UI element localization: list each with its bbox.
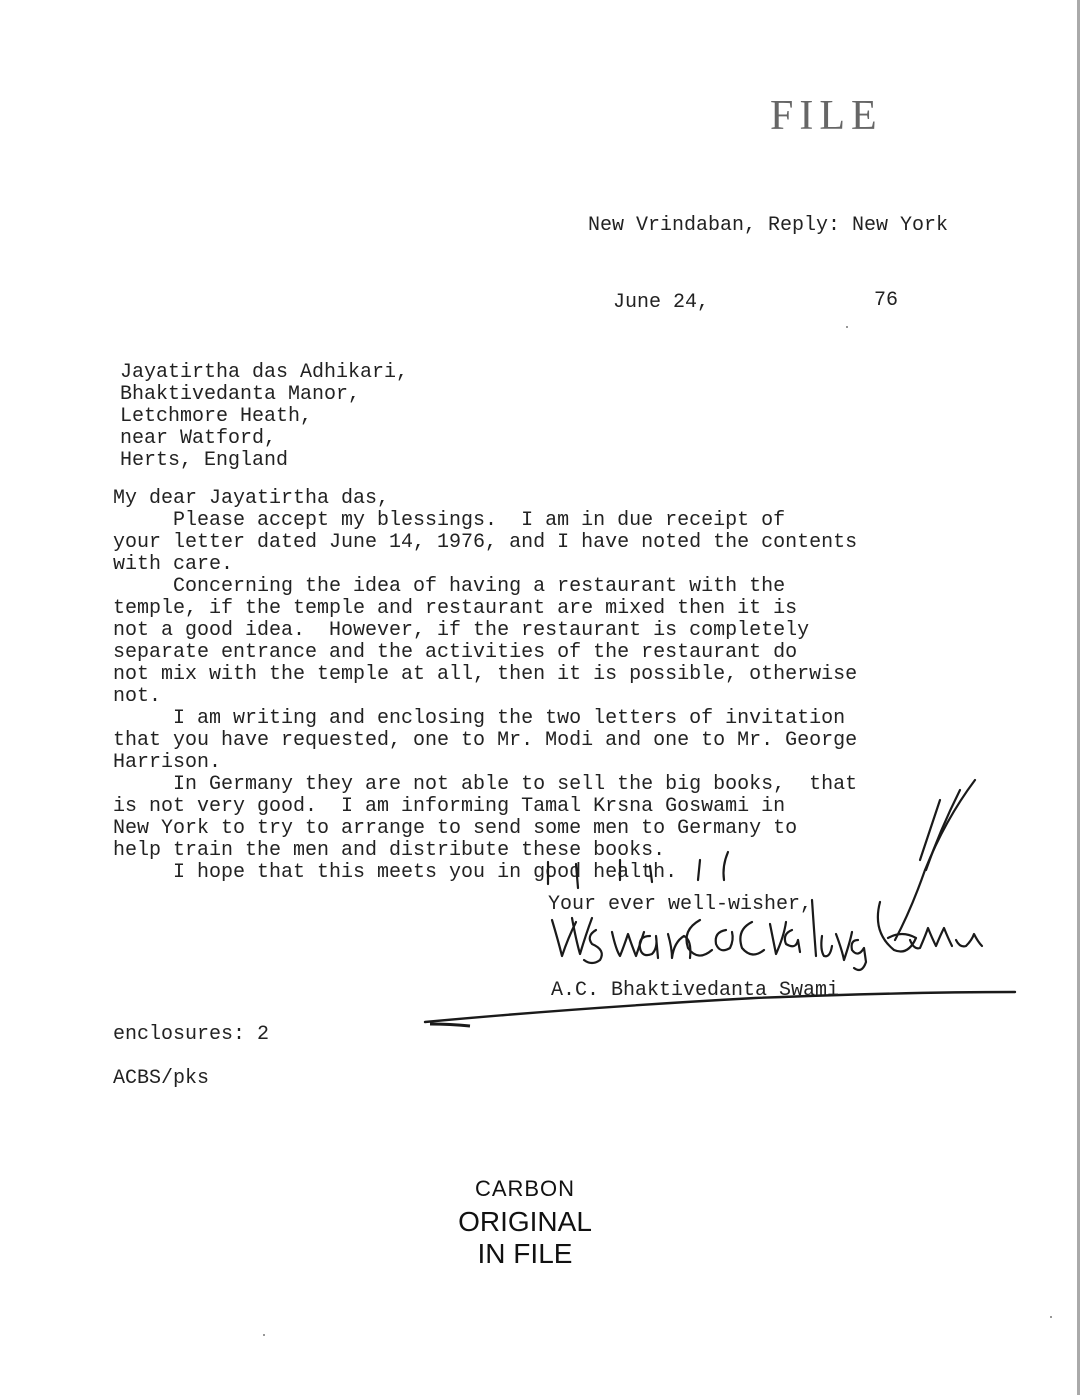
body-line: with care.	[113, 553, 234, 576]
scan-speck	[1050, 1316, 1052, 1318]
body-line: I am writing and enclosing the two letters of invitation	[113, 707, 846, 730]
body-line: not mix with the temple at all, then it is possible, otherwise	[113, 663, 858, 686]
body-line: that you have requested, one to Mr. Modi and one to Mr. George	[113, 729, 858, 752]
recipient-line4: Herts, England	[120, 449, 289, 472]
carbon-stamp-line1: CARBON	[474, 1176, 576, 1201]
carbon-stamp-line3: IN FILE	[477, 1238, 573, 1269]
letter-location: New Vrindaban, Reply: New York	[588, 214, 949, 237]
body-line: separate entrance and the activities of the restaurant do	[113, 641, 798, 664]
body-line: Harrison.	[113, 751, 222, 774]
recipient-line1: Bhaktivedanta Manor,	[120, 383, 361, 406]
salutation: My dear Jayatirtha das,	[113, 487, 390, 510]
body-line: Please accept my blessings. I am in due receipt of	[113, 509, 786, 532]
file-stamp: FILE	[770, 93, 883, 139]
reference-initials: ACBS/pks	[113, 1067, 210, 1090]
recipient-line3: near Watford,	[120, 427, 277, 450]
signature-name: A.C. Bhaktivedanta Swami	[551, 979, 840, 1002]
body-line: New York to try to arrange to send some men to Germany to	[113, 817, 798, 840]
recipient-line2: Letchmore Heath,	[120, 405, 313, 428]
scan-speck	[263, 1334, 265, 1336]
body-line: help train the men and distribute these books.	[113, 839, 666, 862]
body-line: temple, if the temple and restaurant are mixed then it is	[113, 597, 798, 620]
closing: Your ever well-wisher,	[548, 893, 813, 916]
body-line: Concerning the idea of having a restaurant with the	[113, 575, 786, 598]
body-line: is not very good. I am informing Tamal Krsna Goswami in	[113, 795, 786, 818]
recipient-name: Jayatirtha das Adhikari,	[120, 361, 409, 384]
scan-speck	[846, 326, 848, 328]
body-line: your letter dated June 14, 1976, and I have noted the contents	[113, 531, 858, 554]
body-line: I hope that this meets you in good health.	[113, 861, 678, 884]
letter-date: June 24,	[613, 291, 710, 314]
letter-year: 76	[874, 289, 899, 312]
body-line: not.	[113, 685, 162, 708]
carbon-stamp-line2: ORIGINAL	[458, 1206, 592, 1237]
enclosures: enclosures: 2	[113, 1023, 270, 1046]
body-line: not a good idea. However, if the restaurant is completely	[113, 619, 810, 642]
body-line: In Germany they are not able to sell the big books, that	[113, 773, 858, 796]
